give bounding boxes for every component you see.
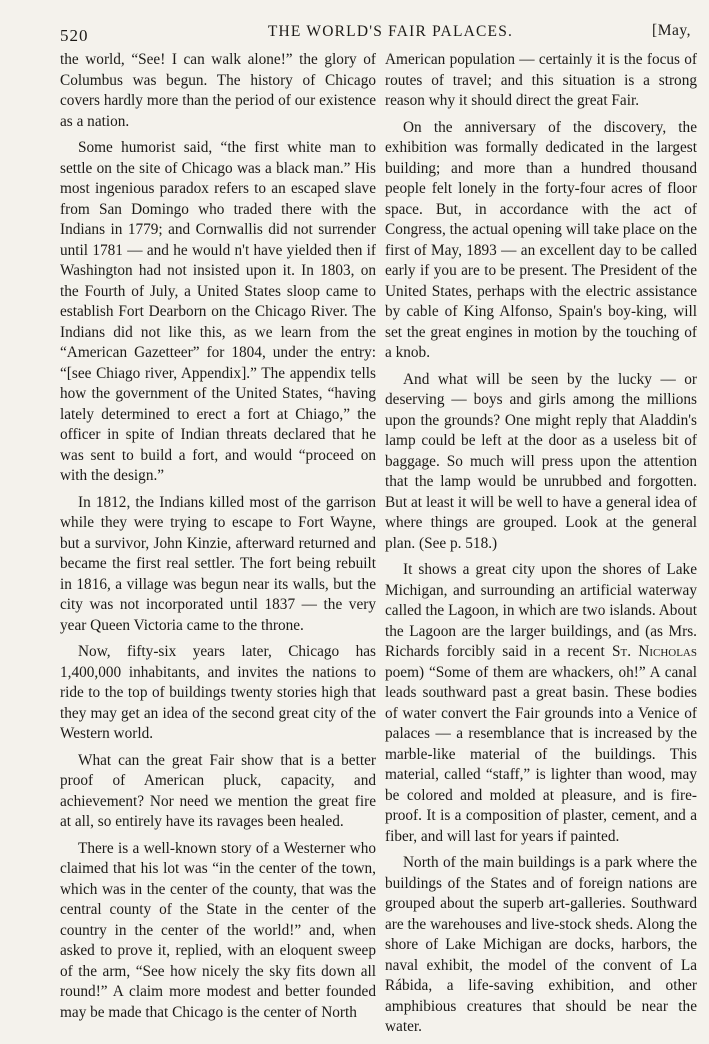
paragraph: On the anniversary of the discovery, the exhibition was formally dedicated in the largest building; and more than a hundred thousand people felt lonely in the forty-four acres of floor space. But, in accordance with the act of Congress, the actual opening will take place on the first of May, 1893 — an excellent day to be called early if you are to be present. The President of the United States, perhaps with the electric assistance by cable of King Alfonso, Spain's boy-king, will set the great engines in motion by the touching of a knob. [385,118,697,361]
paragraph: There is a well-known story of a Westerner who claimed that his lot was “in the center of the town, which was in the center of the county, that was the central county of the State in the center of the country in the center of the world!” and, when asked to prove it, replied, with an eloquent sweep of the arm, “See how nicely the sky fits down all round!” A claim more modest and better founded may be made that Chicago is the center of North [60,839,376,1021]
paragraph: What can the great Fair show that is a better proof of American pluck, capacity, and achievement? Nor need we mention the great fire at all, so entirely have its ravages been healed. [60,751,376,830]
left-column [60,50,376,1029]
paragraph: Now, fifty-six years later, Chicago has 1,400,000 inhabitants, and invites the nations to ride to the top of buildings twenty stories high that they may get an idea of the second great city of the Western world. [60,643,376,742]
paragraph: In 1812, the Indians killed most of the garrison while they were trying to escape to Fort Wayne, but a survivor, John Kinzie, afterward returned and became the first real settler. The fort being rebuilt in 1816, a village was begun near its walls, but the city was not incorporated until 1837 — the very year Queen Victoria came to the throne. [60,493,376,634]
paragraph: the world, “See! I can walk alone!” the glory of Columbus was begun. The history of Chicago covers hardly more than the period of our existence as a nation. [60,51,376,130]
paragraph-text: poem) “Some of them are whackers, oh!” A canal leads southward past a great basin. These bodies of water convert the Fair grounds into a Venice of palaces — a resemblance that is increased by the marble-like material of the buildings. This material, called “staff,” is lighter than wood, may be colored and molded at pleasure, and is fire-proof. It is a composition of plaster, cement, and a fiber, and will last for years if painted. [385,663,697,845]
magazine-title: St. Nicholas [611,643,697,660]
header-month: [May, [652,22,691,39]
page-header [60,18,691,46]
paragraph: American population — certainly it is the focus of routes of travel; and this situation is a strong reason why it should direct the great Fair. [385,51,697,109]
paragraph [385,560,697,847]
paragraph: Some humorist said, “the first white man to settle on the site of Chicago was a black man.” His most ingenious paradox refers to an escaped slave from San Domingo who traded there with the Indians in 1779; and Cornwallis did not surrender until 1781 — and he would n't have yielded then if Washington had not insisted upon it. In 1803, on the Fourth of July, a United States sloop came to establish Fort Dearborn on the Chicago River. The Indians did not like this, as we learn from the “American Gazetteer” for 1804, under the entry: “[see Chiago river, Appendix].” The appendix tells how the government of the United States, “having lately determined to erect a fort at Chiago,” the officer in spite of Indian threats declared that he was sent to build a fort, and would “proceed on with the design.” [60,139,376,484]
paragraph-text: It shows a great city upon the shores of Lake Michigan, and surrounding an artificial waterway called the Lagoon, in which are two islands. About the Lagoon are the larger buildings, and (as Mrs. Richards forcibly said in a recent [385,561,697,660]
right-column [385,50,697,1044]
running-title: THE WORLD'S FAIR PALACES. [267,23,514,40]
paragraph: And what will be seen by the lucky — or deserving — boys and girls among the millions upon the grounds? One might reply that Aladdin's lamp could be left at the door as a useless bit of baggage. So much will press upon the attention that the lamp would be unrubbed and forgotten. But at least it will be well to have a general idea of where things are grouped. Look at the general plan. (See p. 518.) [385,370,697,552]
page-number: 520 [60,26,89,45]
paragraph: North of the main buildings is a park where the buildings of the States and of foreign nations are grouped about the superb art-galleries. Southward are the warehouses and live-stock sheds. Along the shore of Lake Michigan are docks, harbors, the naval exhibit, the model of the convent of La Rábida, a life-saving exhibition, and other amphibious creatures that should be near the water. [385,854,697,1035]
